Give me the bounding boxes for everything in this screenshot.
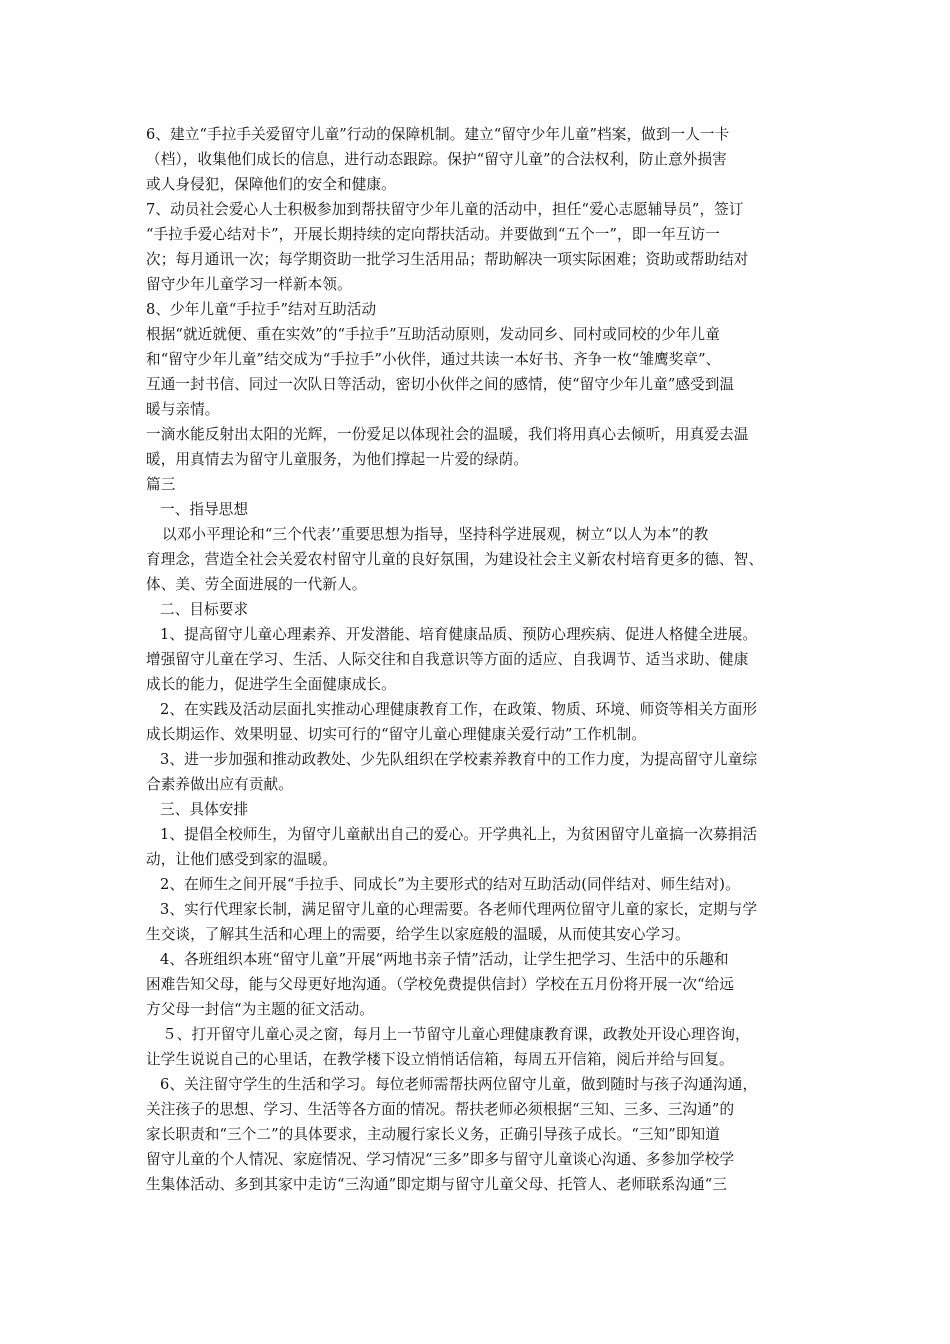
text-line: 以邓小平理论和“三个代表’’重要思想为指导，坚持科学进展观，树立“以人为本”的教 <box>162 526 709 543</box>
text-line: 6、建立“手拉手关爱留守儿童”行动的保障机制。建立“留守少年儿童”档案，做到一人一卡 <box>146 126 730 143</box>
text-line: 增强留守儿童在学习、生活、人际交往和自我意识等方面的适应、自我调节、适当求助、健康 <box>146 651 749 668</box>
text-line: 或人身侵犯，保障他们的安全和健康。 <box>146 176 396 193</box>
text-line: 动，让他们感受到家的温暖。 <box>146 851 338 868</box>
text-line: 合素养做出应有贡献。 <box>146 776 293 793</box>
text-line: 2、在师生之间开展“手拉手、同成长”为主要形式的结对互助活动(同伴结对、师生结对)。 <box>160 876 740 893</box>
text-line: 根据“就近就便、重在实效”的“手拉手”互助活动原则，发动同乡、同村或同校的少年儿童 <box>146 326 720 343</box>
text-line: 成长的能力，促进学生全面健康成长。 <box>146 676 396 693</box>
text-line: 生集体活动、多到其家中走访“三沟通”即定期与留守儿童父母、托管人、老师联系沟通“三 <box>146 1176 728 1193</box>
text-line: 暖，用真情去为留守儿童服务，为他们撑起一片爱的绿荫。 <box>146 451 529 468</box>
text-line: ５、打开留守儿童心灵之窗，每月上一节留守儿童心理健康教育课，政教处开设心理咨询， <box>162 1026 750 1043</box>
text-line: 关注孩子的思想、学习、生活等各方面的情况。帮扶老师必须根据“三知、三多、三沟通”的 <box>146 1101 735 1118</box>
text-line: 7、动员社会爱心人士积极参加到帮扶留守少年儿童的活动中，担任“爱心志愿辅导员”，签订 <box>146 201 744 218</box>
text-line: 留守儿童的个人情况、家庭情况、学习情况“三多”即多与留守儿童谈心沟通、多参加学校学 <box>146 1151 735 1168</box>
text-line: 育理念，营造全社会关爱农村留守儿童的良好氛围，为建设社会主义新农村培育更多的德、智、 <box>146 551 764 568</box>
text-line: 困难告知父母，能与父母更好地沟通。（学校免费提供信封）学校在五月份将开展一次“给远 <box>146 976 735 993</box>
text-line: 生交谈，了解其生活和心理上的需要，给学生以家庭般的温暖，从而使其安心学习。 <box>146 926 690 943</box>
text-line: （档），收集他们成长的信息，进行动态跟踪。保护“留守儿童”的合法权利，防止意外损害 <box>146 151 727 168</box>
text-line: 暖与亲情。 <box>146 401 220 418</box>
text-line: 和“留守少年儿童”结交成为“手拉手”小伙伴，通过共读一本好书、齐争一枚“雏鹰奖章”、 <box>146 351 721 368</box>
text-line: 3、实行代理家长制，满足留守儿童的心理需要。各老师代理两位留守儿童的家长，定期与学 <box>160 901 758 918</box>
text-line: 6、关注留守学生的生活和学习。每位老师需帮扶两位留守儿童，做到随时与孩子沟通沟通， <box>160 1076 758 1093</box>
text-line: 1、提倡全校师生，为留守儿童献出自己的爱心。开学典礼上，为贫困留守儿童搞一次募捐活 <box>160 826 758 843</box>
text-line: 体、美、劳全面进展的一代新人。 <box>146 576 367 593</box>
text-line: “手拉手爱心结对卡”，开展长期持续的定向帮扶活动。并要做到“五个一”，即一年互访一 <box>146 226 720 243</box>
text-line: 一滴水能反射出太阳的光辉，一份爱足以体现社会的温暖，我们将用真心去倾听，用真爱去温 <box>146 426 749 443</box>
text-line: 4、各班组织本班“留守儿童”开展“两地书亲子情”活动，让学生把学习、生活中的乐趣和 <box>160 951 729 968</box>
text-line: 3、进一步加强和推动政教处、少先队组织在学校素养教育中的工作力度，为提高留守儿童综 <box>160 751 758 768</box>
text-line: 成长期运作、效果明显、切实可行的“留守儿童心理健康关爱行动”工作机制。 <box>146 726 647 743</box>
section-heading: 篇三 <box>146 476 176 493</box>
text-line: 1、提高留守儿童心理素养、开发潜能、培育健康品质、预防心理疾病、促进人格健全进展。 <box>160 626 758 643</box>
text-line: 留守少年儿童学习一样新本领。 <box>146 276 352 293</box>
text-line: 8、少年儿童“手拉手”结对互助活动 <box>146 301 377 318</box>
text-line: 家长职责和“三个二”的具体要求，主动履行家长义务，正确引导孩子成长。“三知”即知道 <box>146 1126 720 1143</box>
text-line: 2、在实践及活动层面扎实推动心理健康教育工作，在政策、物质、环境、师资等相关方面形 <box>160 701 758 718</box>
subheading: 二、目标要求 <box>160 601 249 618</box>
text-line: 方父母一封信“为主题的征文活动。 <box>146 1001 374 1018</box>
text-line: 让学生说说自己的心里话，在教学楼下设立悄悄话信箱，每周五开信箱，阅后并给与回复。 <box>146 1051 734 1068</box>
text-line: 互通一封书信、同过一次队日等活动，密切小伙伴之间的感情，使“留守少年儿童”感受到温 <box>146 376 735 393</box>
text-line: 次；每月通讯一次；每学期资助一批学习生活用品；帮助解决一项实际困难；资助或帮助结对 <box>146 251 749 268</box>
subheading: 三、具体安排 <box>160 801 249 818</box>
subheading: 一、指导思想 <box>160 501 249 518</box>
